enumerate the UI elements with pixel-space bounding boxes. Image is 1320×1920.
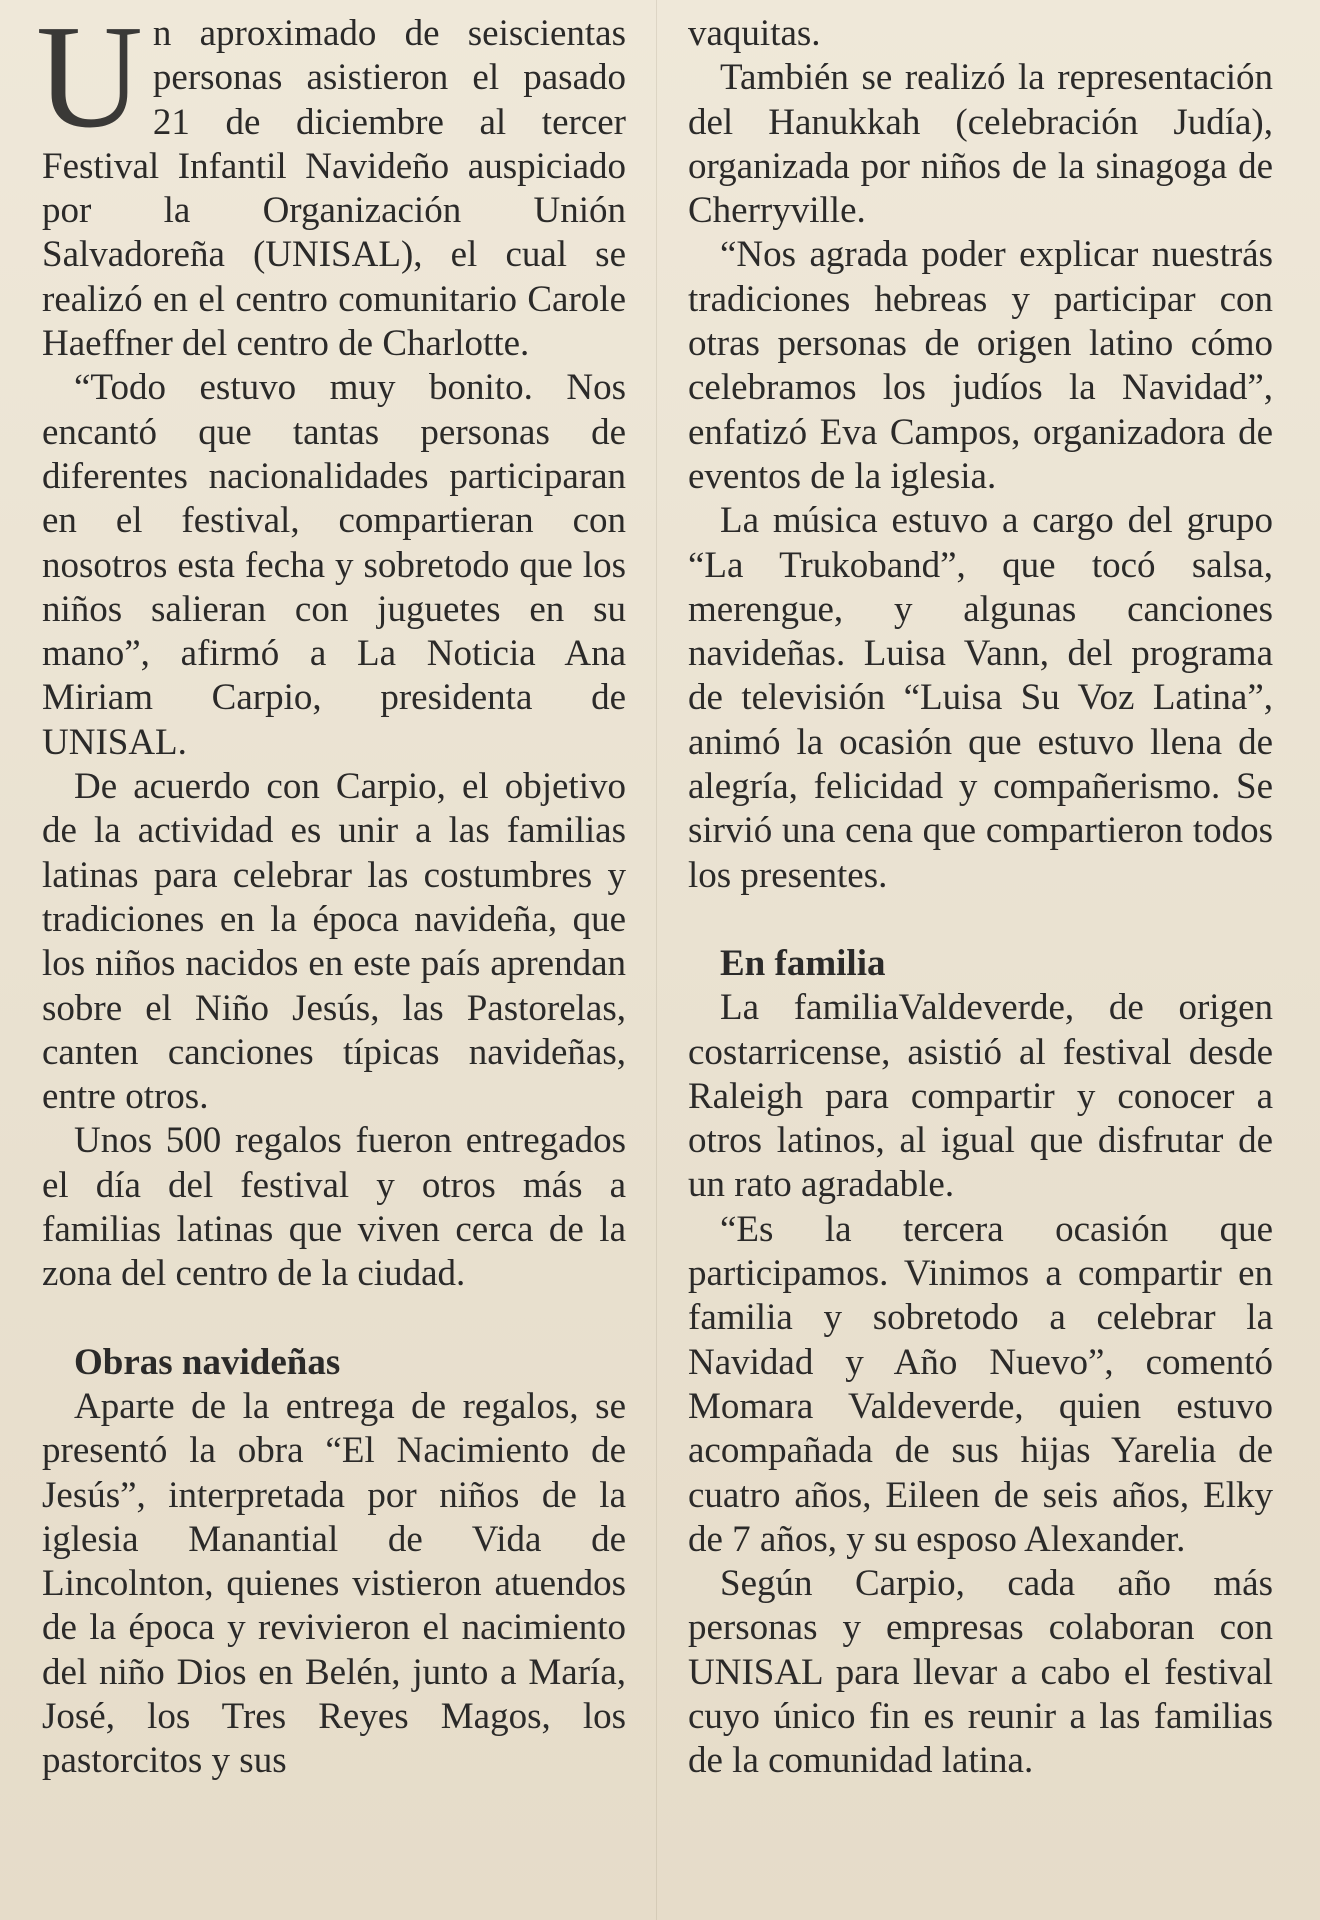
article-paragraph-1: [36, 0, 626, 366]
drop-cap: U: [36, 0, 143, 159]
paragraph-text: n aproximado de seiscientas personas asistieron el pasado 21 de diciembre al tercer Festival Infantil Navideño auspiciado por la Organización Unión Salvadoreña (UNISAL), el cual se realizó en el centro comunitario Carole Haeffner del centro de Charlotte.: [42, 13, 626, 365]
article-column-right: [688, 12, 1273, 1784]
article-paragraph-4: Unos 500 regalos fueron entregados el día del festival y otros más a familias latinas que viven cerca de la zona del centro de la ciudad.: [42, 1120, 626, 1295]
article-paragraph-5: Aparte de la entrega de regalos, se presentó la obra “El Nacimiento de Jesús”, interpretada por niños de la iglesia Manantial de Vida de Lincolnton, quienes vistieron atuendos de la época y revivieron el nacimiento del niño Dios en Belén, junto a María, José, los Tres Reyes Magos, los pastorcitos y sus: [42, 1385, 626, 1782]
article-paragraph-3: De acuerdo con Carpio, el objetivo de la actividad es unir a las familias latinas para celebrar las costumbres y tradiciones en la época navideña, que los niños nacidos en este país aprendan sobre el Niño Jesús, las Pastorelas, canten canciones típicas navideñas, entre otros.: [42, 766, 626, 1118]
article-paragraph-8: La música estuvo a cargo del grupo “La Trukoband”, que tocó salsa, merengue, y algunas canciones navideñas. Luisa Vann, del programa de televisión “Luisa Su Voz Latina”, animó la ocasión que estuvo llena de alegría, felicidad y compañerismo. Se sirvió una cena que compartieron todos los presentes.: [688, 500, 1273, 896]
column-divider: [656, 0, 657, 1920]
article-paragraph-continued: vaquitas.: [688, 13, 821, 54]
article-paragraph-11: Según Carpio, cada año más personas y empresas colaboran con UNISAL para llevar a cabo el festival cuyo único fin es reunir a las familias de la comunidad latina.: [688, 1563, 1273, 1782]
article-paragraph-2: “Todo estuvo muy bonito. Nos encantó que tantas personas de diferentes nacionalidades participaran en el festival, compartieran con nosotros esta fecha y sobretodo que los niños salieran con juguetes en su mano”, afirmó a La Noticia Ana Miriam Carpio, presidenta de UNISAL.: [42, 367, 626, 763]
subheading-en-familia: En familia: [720, 942, 886, 984]
article-paragraph-6: También se realizó la representación del Hanukkah (celebración Judía), organizada por niños de la sinagoga de Cherryville.: [688, 57, 1273, 232]
article-column-left: [36, 0, 626, 1784]
subheading-obras-navidenas: Obras navideñas: [74, 1341, 341, 1383]
article-paragraph-10: “Es la tercera ocasión que participamos. Vinimos a compartir en familia y sobretodo a celebrar la Navidad y Año Nuevo”, comentó Momara Valdeverde, quien estuvo acompañada de sus hijas Yarelia de cuatro años, Eileen de seis años, Elky de 7 años, y su esposo Alexander.: [688, 1208, 1273, 1560]
article-paragraph-9: La familiaValdeverde, de origen costarricense, asistió al festival desde Raleigh para compartir y conocer a otros latinos, al igual que disfrutar de un rato agradable.: [688, 987, 1273, 1206]
article-paragraph-7: “Nos agrada poder explicar nuestrás tradiciones hebreas y participar con otras personas de origen latino cómo celebramos los judíos la Navidad”, enfatizó Eva Campos, organizadora de eventos de la iglesia.: [688, 234, 1273, 497]
